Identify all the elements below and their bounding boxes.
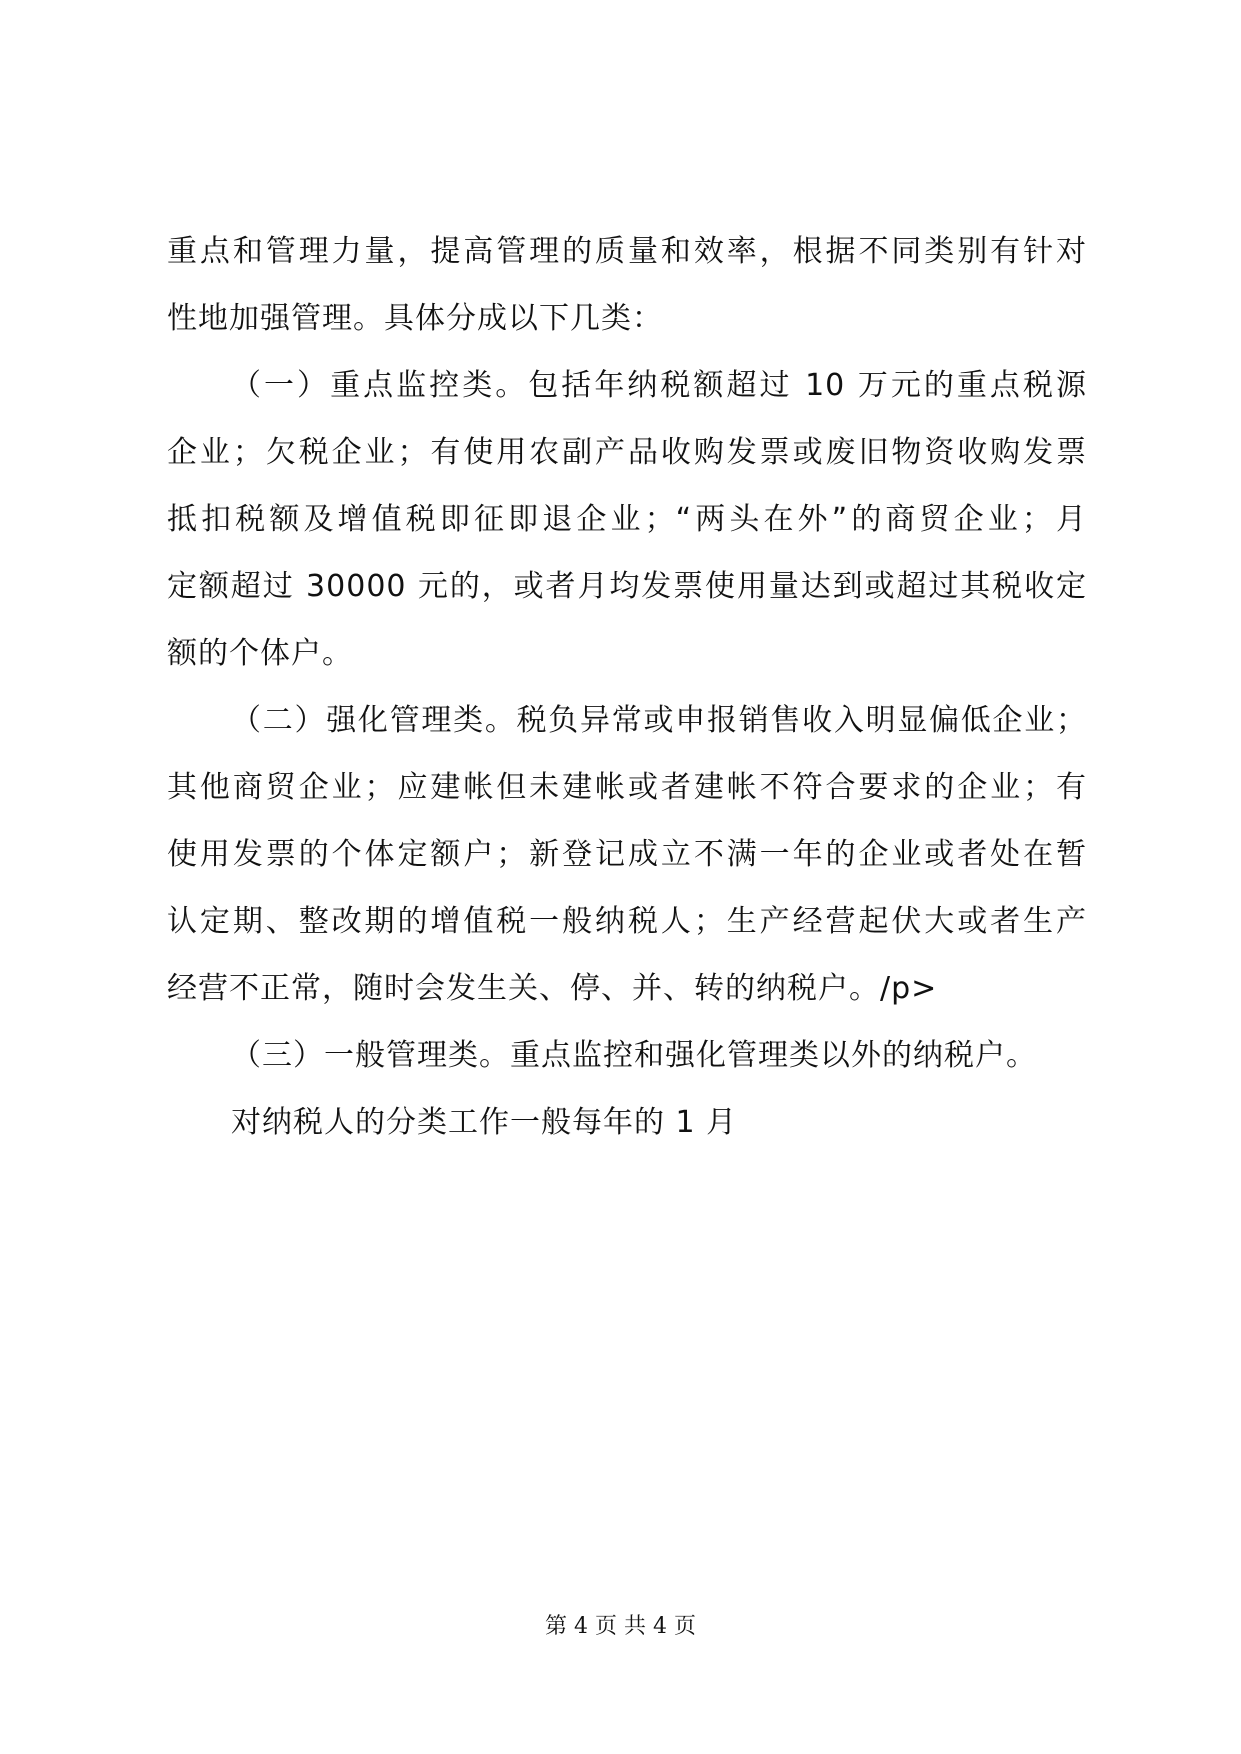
text-line: 抵扣税额及增值税即征即退企业；“两头在外”的商贸企业；月	[167, 502, 1087, 537]
text-line: 定额超过 30000 元的，或者月均发票使用量达到或超过其税收定	[167, 569, 1087, 604]
paragraph-two-heading-line: （二）强化管理类。税负异常或申报销售收入明显偏低企业；	[231, 703, 1087, 738]
body-text	[167, 232, 1087, 1170]
text-line: 其他商贸企业；应建帐但未建帐或者建帐不符合要求的企业；有	[167, 770, 1087, 805]
text-line: 企业；欠税企业；有使用农副产品收购发票或废旧物资收购发票	[167, 435, 1087, 470]
text-line: 对纳税人的分类工作一般每年的 1 月	[231, 1105, 738, 1140]
text-line: 性地加强管理。具体分成以下几类：	[167, 301, 663, 336]
paragraph-three-heading-line: （三）一般管理类。重点监控和强化管理类以外的纳税户。	[231, 1038, 1037, 1073]
text-line: 经营不正常，随时会发生关、停、并、转的纳税户。/p>	[167, 971, 938, 1006]
text-line: 使用发票的个体定额户；新登记成立不满一年的企业或者处在暂	[167, 837, 1087, 872]
text-line: 认定期、整改期的增值税一般纳税人；生产经营起伏大或者生产	[167, 904, 1087, 939]
paragraph-one-heading-line: （一）重点监控类。包括年纳税额超过 10 万元的重点税源	[231, 368, 1087, 403]
text-line: 重点和管理力量，提高管理的质量和效率，根据不同类别有针对	[167, 234, 1087, 269]
text-line: 额的个体户。	[167, 636, 353, 671]
page-number-footer: 第 4 页 共 4 页	[545, 1614, 696, 1639]
